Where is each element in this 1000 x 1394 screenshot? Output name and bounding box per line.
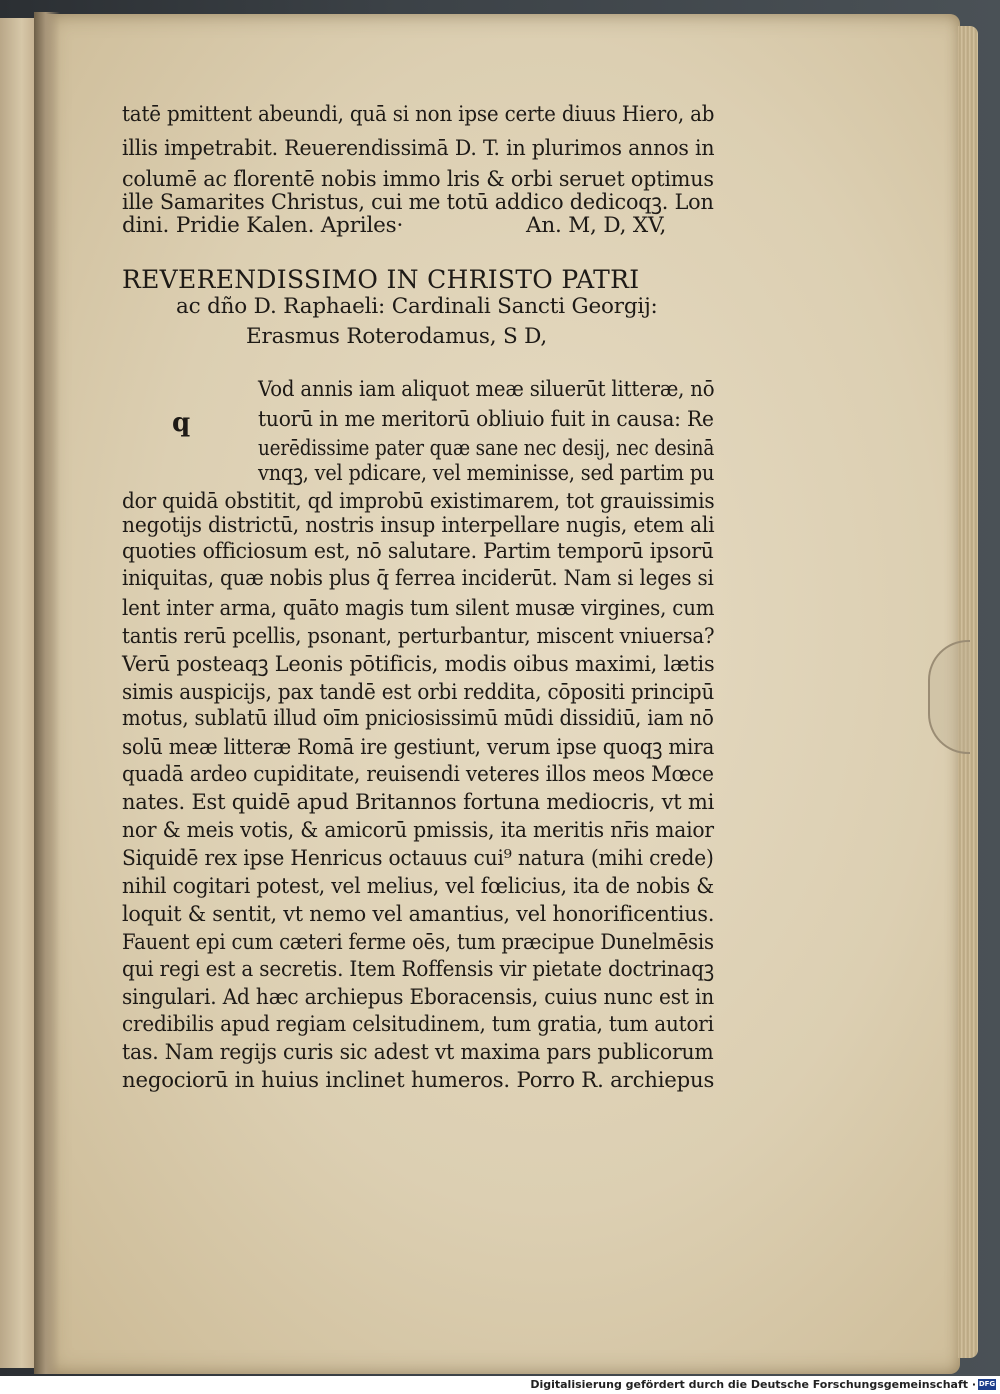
text-line: quoties officiosum est, nō salutare. Partim temporū ipsorū xyxy=(122,539,714,564)
text-line: nihil cogitari potest, vel melius, vel fœlicius, ita de nobis & xyxy=(122,874,714,899)
text-line: dini. Pridie Kalen. Apriles· xyxy=(122,213,404,238)
text-line: motus, sublatū illud oīm pniciosissimū mūdi dissidiū, iam nō xyxy=(122,706,714,731)
colophon-bar xyxy=(0,1376,1000,1394)
text-line: qui regi est a secretis. Item Roffensis vir pietate doctrinaqꝫ xyxy=(122,957,714,982)
text-line: iniquitas, quæ nobis plus q̄ ferrea inciderūt. Nam si leges si xyxy=(122,566,714,591)
text-line: loquit & sentit, vt nemo vel amantius, vel honorificentius. xyxy=(122,902,715,927)
text-line: negotijs districtū, nostris insup interpellare nugis, etem ali xyxy=(122,513,715,538)
text-line: Vod annis iam aliquot meæ siluerūt litteræ, nō xyxy=(258,377,715,402)
text-line: ille Samarites Christus, cui me totū addico dedicoqꝫ. Lon xyxy=(122,190,714,215)
colophon-text: Digitalisierung gefördert durch die Deutsche Forschungsgemeinschaft · xyxy=(530,1378,976,1391)
text-line: nor & meis votis, & amicorū pmissis, ita meritis nr̄is maior xyxy=(122,818,714,843)
heading-sender: Erasmus Roterodamus, S D, xyxy=(246,324,548,349)
binding-gutter xyxy=(34,12,60,1374)
text-line: quadā ardeo cupiditate, reuisendi veteres illos meos Mœce xyxy=(122,762,714,787)
text-line: solū meæ litteræ Romā ire gestiunt, verum ipse quoqꝫ mira xyxy=(122,735,715,760)
text-line: nates. Est quidē apud Britannos fortuna mediocris, vt mi xyxy=(122,790,715,815)
text-line: negociorū in huius inclinet humeros. Porro R. archiepus xyxy=(122,1068,715,1093)
text-line: tatē pmittent abeundi, quā si non ipse certe diuus Hiero, ab xyxy=(122,102,715,127)
date-line: An. M, D, XV, xyxy=(526,213,667,238)
text-line: columē ac florentē nobis immo lris & orbi seruet optimus xyxy=(122,167,714,192)
text-line: simis auspicijs, pax tandē est orbi reddita, cōpositi principū xyxy=(122,680,715,705)
dfg-logo: DFG xyxy=(978,1380,996,1388)
text-line: singulari. Ad hæc archiepus Eboracensis, cuius nunc est in xyxy=(122,985,714,1010)
text-line: Fauent epi cum cæteri ferme oēs, tum præcipue Dunelmēsis xyxy=(122,930,714,955)
text-line: tantis rerū pcellis, psonant, perturbantur, miscent vniuersa? xyxy=(122,624,715,649)
text-line: credibilis apud regiam celsitudinem, tum gratia, tum autori xyxy=(122,1012,714,1037)
initial-guide-letter: q xyxy=(172,408,191,438)
text-line: vnqꝫ, vel pdicare, vel meminisse, sed partim pu xyxy=(258,461,715,486)
text-line: uerēdissime pater quæ sane nec desij, nec desinā xyxy=(258,436,715,461)
text-line: Siquidē rex ipse Henricus octauus cui⁹ natura (mihi crede) xyxy=(122,846,714,871)
text-line: lent inter arma, quāto magis tum silent musæ virgines, cum xyxy=(122,596,715,621)
text-line: Verū posteaqꝫ Leonis pōtificis, modis oibus maximi, lætis xyxy=(122,652,715,677)
text-line: tas. Nam regijs curis sic adest vt maxima pars publicorum xyxy=(122,1040,714,1065)
left-page-edge xyxy=(0,18,38,1368)
heading-addressee: ac dño D. Raphaeli: Cardinali Sancti Georgij: xyxy=(176,294,658,319)
letter-heading: REVERENDISSIMO IN CHRISTO PATRI xyxy=(122,265,640,294)
text-line: illis impetrabit. Reuerendissimā D. T. in plurimos annos in xyxy=(122,136,715,161)
text-line: tuorū in me meritorū obliuio fuit in causa: Re xyxy=(258,407,714,432)
clasp-tab xyxy=(928,640,970,754)
text-line: dor quidā obstitit, qd improbū existimarem, tot grauissimis xyxy=(122,489,715,514)
